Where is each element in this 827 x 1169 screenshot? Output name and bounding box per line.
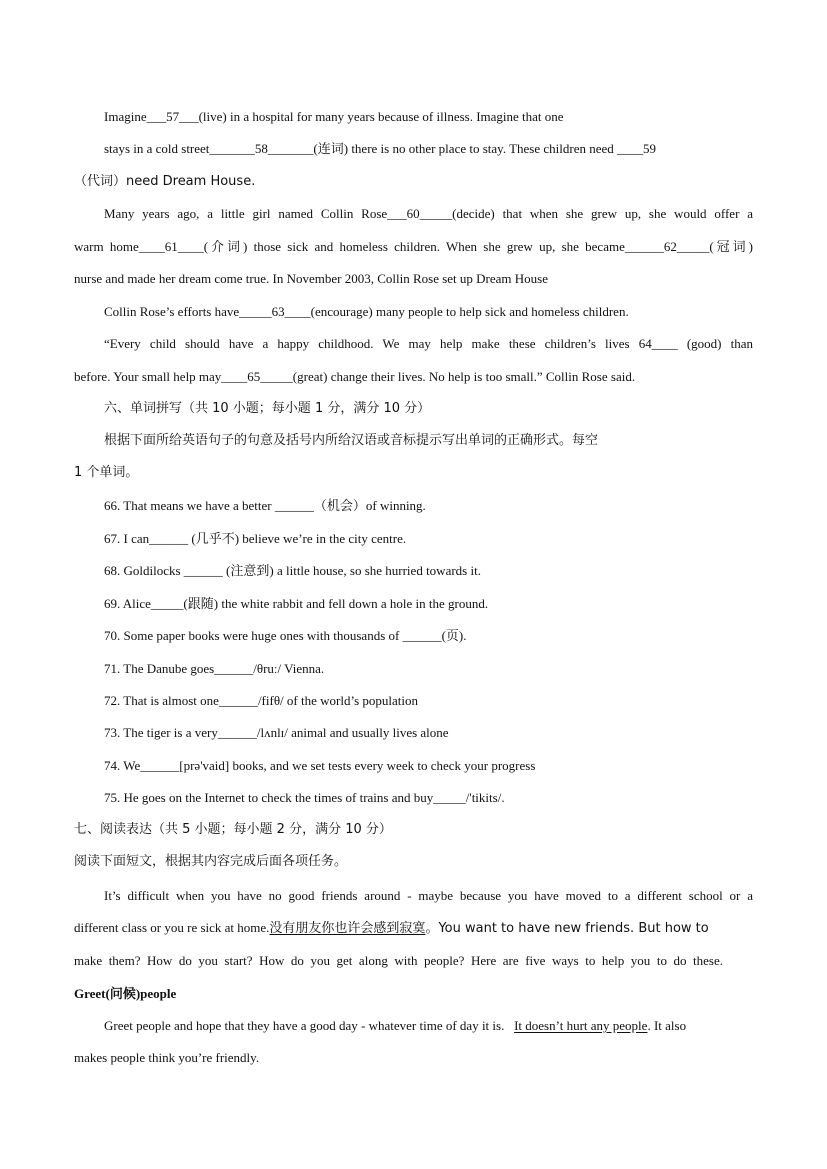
passage-line-3: （代词）need Dream House. — [74, 174, 256, 189]
question-70: 70. Some paper books were huge ones with thousands of ______(页). — [104, 628, 467, 643]
reading-p1-line-1: It’s difficult when you have no good friends around - maybe because you have moved to a different school or a — [104, 888, 753, 903]
reading-p2-line-1 — [104, 1017, 753, 1035]
section-7-instruction: 阅读下面短文，根据其内容完成后面各项任务。 — [74, 854, 348, 869]
section-6-instruction: 根据下面所给英语句子的句意及括号内所给汉语或音标提示写出单词的正确形式。每空 — [104, 433, 599, 448]
passage-line-1: Imagine___57___(live) in a hospital for many years because of illness. Imagine that one — [104, 109, 564, 124]
question-66: 66. That means we have a better ______（机会）of winning. — [104, 498, 426, 513]
section-6-title: 六、单词拼写（共 10 小题；每小题 1 分，满分 10 分） — [104, 401, 431, 416]
section-6-instruction-cont: 1 个单词。 — [74, 465, 139, 480]
passage-line-4: Many years ago, a little girl named Collin Rose___60_____(decide) that when she grew up, she would offer a — [104, 206, 753, 221]
passage-line-6: nurse and made her dream come true. In November 2003, Collin Rose set up Dream House — [74, 271, 549, 286]
reading-p2-line-2: makes people think you’re friendly. — [74, 1050, 260, 1065]
underlined-translation-sentence: 没有朋友你也许会感到寂寞 — [269, 921, 426, 936]
passage-line-2: stays in a cold street_______58_______(连词) there is no other place to stay. These children need ____59 — [104, 141, 657, 156]
question-68: 68. Goldilocks ______ (注意到) a little house, so she hurried towards it. — [104, 563, 481, 578]
question-67: 67. I can______ (几乎不) believe we’re in the city centre. — [104, 531, 407, 546]
reading-p1-line-3: make them? How do you start? How do you get along with people? Here are five ways to help you to do these. — [74, 953, 723, 968]
reading-p2-line-1-end: . It also — [647, 1018, 687, 1033]
question-72: 72. That is almost one______/fifθ/ of the world’s population — [104, 693, 418, 708]
reading-heading-greet: Greet(问候)people — [74, 986, 177, 1001]
reading-p1-line-2-punct: 。You want to have new friends. But how to — [425, 921, 709, 936]
reading-p1-line-2 — [74, 919, 753, 938]
question-75: 75. He goes on the Internet to check the times of trains and buy_____/'tikits/. — [104, 790, 505, 805]
question-69: 69. Alice_____(跟随) the white rabbit and fell down a hole in the ground. — [104, 596, 489, 611]
question-71: 71. The Danube goes______/θruː/ Vienna. — [104, 661, 325, 676]
reading-p1-line-2-start: different class or you re sick at home. — [74, 920, 270, 935]
passage-line-9: before. Your small help may____65_____(great) change their lives. No help is too small.” Collin Rose said. — [74, 369, 636, 384]
question-74: 74. We______[prə'vaid] books, and we set tests every week to check your progress — [104, 758, 536, 773]
underlined-sentence-hurt: It doesn’t hurt any people — [514, 1018, 648, 1033]
passage-line-8: “Every child should have a happy childhood. We may help make these children’s lives 64____ (good) than — [104, 336, 753, 351]
passage-line-5: warm home____61____(介词) those sick and homeless children. When she grew up, she became______62_____(冠词) — [74, 239, 753, 254]
passage-line-7: Collin Rose’s efforts have_____63____(encourage) many people to help sick and homeless children. — [104, 304, 629, 319]
question-73: 73. The tiger is a very______/lʌnlɪ/ animal and usually lives alone — [104, 725, 449, 740]
reading-p2-line-1-start: Greet people and hope that they have a good day - whatever time of day it is. — [104, 1018, 505, 1033]
section-7-title: 七、阅读表达（共 5 小题；每小题 2 分，满分 10 分） — [74, 822, 392, 837]
